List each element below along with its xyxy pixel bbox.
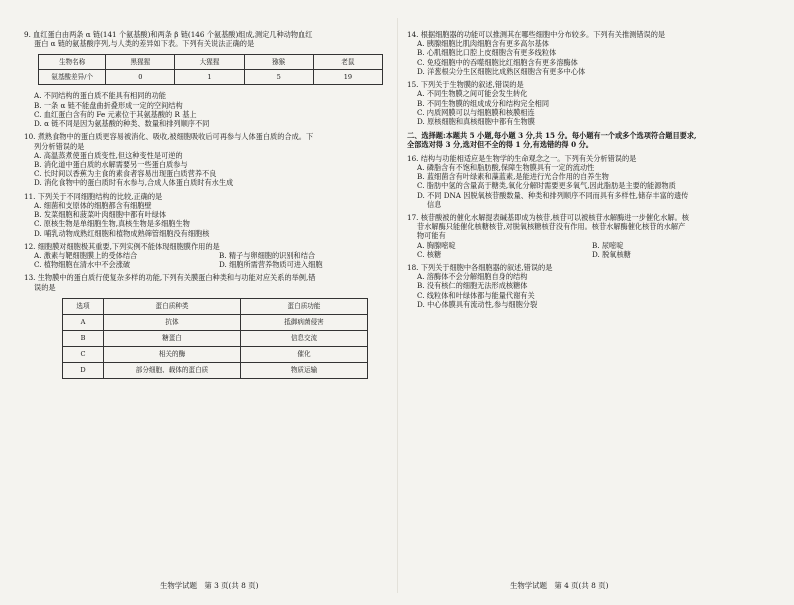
option-a: A. 胸腺嘧啶 bbox=[417, 240, 456, 250]
option-a: A. 不同结构的蛋白质不能具有相同的功能 bbox=[34, 91, 166, 101]
table-cell: 猕猴 bbox=[244, 55, 313, 70]
question-16 bbox=[407, 154, 774, 209]
question-17-stem-cont: 苷水解酶只能催化核糖核苷,对脱氧核糖核苷没有作用。核苷水解酶催化核苷的水解产 bbox=[417, 222, 686, 232]
question-11 bbox=[24, 192, 383, 238]
question-16-stem: 16. 结构与功能相适应是生物学的生命观念之一。下列有关分析错误的是 bbox=[407, 153, 637, 163]
question-10-stem: 10. 煮熟食物中的蛋白质更容易被消化、吸收,被细胞吸收后可再参与人体蛋白质的合成。下 bbox=[24, 132, 314, 142]
option-b: B. 一条 α 链不能盘曲折叠形成一定的空间结构 bbox=[34, 100, 183, 110]
right-page bbox=[397, 0, 794, 605]
option-b: B. 尿嘧啶 bbox=[592, 240, 624, 250]
table-cell: 部分细胞、载体的蛋白质 bbox=[104, 362, 241, 378]
q9-difference-table bbox=[38, 54, 383, 85]
table-header-row bbox=[39, 55, 383, 70]
table-cell: 相关的酶 bbox=[104, 346, 241, 362]
table-cell: 糖蛋白 bbox=[104, 330, 241, 346]
section-two-instructions-cont: 全部选对得 3 分,选对但不全的得 1 分,有选错的得 0 分。 bbox=[407, 140, 593, 150]
option-d-cont: 信息 bbox=[427, 199, 442, 209]
table-cell: 氨基酸差异/个 bbox=[39, 70, 106, 85]
page-footer-left: 生物学试题 第 3 页(共 8 页) bbox=[160, 581, 259, 590]
table-cell: 0 bbox=[106, 70, 175, 85]
question-13-stem: 13. 生物膜中的蛋白质行使复杂多样的功能,下列有关膜蛋白种类和与功能对应关系的举例,错 bbox=[24, 273, 316, 283]
option-c: C. 原核生物是单细胞生物,真核生物是多细胞生物 bbox=[34, 219, 190, 229]
option-c: C. 线粒体和叶绿体都与能量代谢有关 bbox=[417, 290, 535, 300]
table-row bbox=[63, 330, 368, 346]
option-d: D. α 链不同是因为氨基酸的种类、数量和排列顺序不同 bbox=[34, 119, 210, 129]
option-c: C. 免疫细胞中的吞噬细胞比红细胞含有更多溶酶体 bbox=[417, 57, 578, 67]
option-b: B. 发菜细胞和菠菜叶肉细胞中都有叶绿体 bbox=[34, 210, 167, 220]
option-b: B. 精子与卵细胞的识别和结合 bbox=[219, 250, 316, 260]
table-cell: 老鼠 bbox=[313, 55, 382, 70]
option-a: A. 高温蒸煮使蛋白质变性,但这种变性是可逆的 bbox=[34, 150, 183, 160]
option-b: B. 消化道中蛋白质的水解需要另一些蛋白质参与 bbox=[34, 159, 188, 169]
options-row bbox=[417, 241, 774, 250]
question-15 bbox=[407, 80, 774, 126]
question-17-stem: 17. 核苷酸被的催化水解提表碱基即成为核苷,核苷可以被核苷水解酶进一步催化水解。核 bbox=[407, 212, 689, 222]
table-row bbox=[63, 314, 368, 330]
option-c: C. 脂肪中氢的含量高于糖类,氧化分解时需要更多氧气,因此脂肪是主要的能源物质 bbox=[417, 181, 676, 191]
question-17 bbox=[407, 213, 774, 259]
table-cell: 信息交流 bbox=[241, 330, 368, 346]
table-header-row bbox=[63, 298, 368, 314]
option-b: B. 不同生物膜的组成成分和结构完全相同 bbox=[417, 98, 550, 108]
option-d: D. 脱氧核糖 bbox=[592, 249, 631, 259]
option-d: D. 洋葱根尖分生区细胞比成熟区细胞含有更多中心体 bbox=[417, 66, 586, 76]
table-cell: 物质运输 bbox=[241, 362, 368, 378]
question-10-stem-cont: 列分析错误的是 bbox=[34, 141, 85, 151]
options-row bbox=[34, 251, 383, 260]
option-c: C. 血红蛋白含有的 Fe 元素位于其氨基酸的 R 基上 bbox=[34, 109, 197, 119]
table-cell: C bbox=[63, 346, 104, 362]
question-9-stem: 9. 血红蛋白由两条 α 链(141 个氨基酸)和两条 β 链(146 个氨基酸)组成,测定几种动物血红 bbox=[24, 30, 313, 39]
question-12-stem: 12. 细胞膜对细胞极其重要,下列实例不能体现细胞膜作用的是 bbox=[24, 241, 220, 251]
option-b: B. 没有核仁的细胞无法形成核糖体 bbox=[417, 281, 528, 291]
page-footer-right: 生物学试题 第 4 页(共 8 页) bbox=[510, 581, 609, 590]
table-cell: A bbox=[63, 314, 104, 330]
question-9-stem-cont: 蛋白 α 链的氨基酸序列,与人类的差异如下表。下列有关说法正确的是 bbox=[34, 39, 255, 49]
option-d: D. 消化食物中的蛋白质时有水参与,合成人体蛋白质时有水生成 bbox=[34, 178, 234, 188]
table-row bbox=[63, 362, 368, 378]
table-cell: 黑猩猩 bbox=[106, 55, 175, 70]
question-11-stem: 11. 下列关于不同细胞结构的比较,正确的是 bbox=[24, 191, 163, 201]
question-17-stem-cont2: 物可能有 bbox=[417, 231, 446, 241]
option-a: A. 激素与靶细胞膜上的受体结合 bbox=[34, 250, 138, 260]
option-a: A. 磷脂含有不饱和脂肪酸,保障生物膜具有一定的流动性 bbox=[417, 162, 595, 172]
table-cell: 1 bbox=[175, 70, 244, 85]
table-row bbox=[63, 346, 368, 362]
section-two-heading bbox=[407, 131, 774, 149]
table-cell: 19 bbox=[313, 70, 382, 85]
option-a: A. 不同生物膜之间可能会发生转化 bbox=[417, 89, 528, 99]
table-cell: 催化 bbox=[241, 346, 368, 362]
section-two-instructions: 二、选择题:本题共 5 小题,每小题 3 分,共 15 分。每小题有一个或多个选项符合题目要求, bbox=[407, 131, 697, 141]
table-cell: 蛋白质功能 bbox=[241, 298, 368, 314]
option-c: C. 核糖 bbox=[417, 249, 442, 259]
option-b: B. 蓝细菌含有叶绿素和藻蓝素,是能进行光合作用的自养生物 bbox=[417, 172, 609, 182]
option-c: C. 内质网膜可以与细胞膜和核膜相连 bbox=[417, 107, 535, 117]
option-d: D. 原核细胞和真核细胞中都有生物膜 bbox=[417, 116, 535, 126]
table-cell: 抗体 bbox=[104, 314, 241, 330]
table-cell: B bbox=[63, 330, 104, 346]
question-14-stem: 14. 根据细胞器的功能可以推测其在哪些细胞中分布较多。下列有关推测错误的是 bbox=[407, 30, 666, 39]
options-row bbox=[34, 260, 383, 269]
q13-protein-table bbox=[62, 298, 368, 379]
question-15-stem: 15. 下列关于生物膜的叙述,错误的是 bbox=[407, 80, 524, 90]
table-cell: 抵御病菌侵害 bbox=[241, 314, 368, 330]
option-c: C. 长时间以香蕉为主食的素食者容易出现蛋白质营养不良 bbox=[34, 169, 217, 179]
option-d: D. 中心体膜具有流动性,参与细胞分裂 bbox=[417, 299, 538, 309]
question-18-stem: 18. 下列关于细胞中各细胞器的叙述,错误的是 bbox=[407, 263, 553, 273]
option-d: D. 不同 DNA 因脱氧核苷酸数量、种类和排列顺序不同而具有多样性,储存丰富的遗传 bbox=[417, 190, 689, 200]
question-14 bbox=[407, 30, 774, 76]
question-10 bbox=[24, 132, 383, 187]
table-cell: 选项 bbox=[63, 298, 104, 314]
question-13-stem-cont: 误的是 bbox=[34, 282, 56, 292]
question-13 bbox=[24, 273, 383, 378]
question-9 bbox=[24, 30, 383, 128]
option-a: A. 溶酶体不会分解细胞自身的结构 bbox=[417, 272, 528, 282]
question-12 bbox=[24, 242, 383, 270]
question-18 bbox=[407, 263, 774, 309]
option-b: B. 心肌细胞比口腔上皮细胞含有更多线粒体 bbox=[417, 48, 557, 58]
option-d: D. 哺乳动物成熟红细胞和植物成熟筛管细胞没有细胞核 bbox=[34, 228, 210, 238]
table-cell: D bbox=[63, 362, 104, 378]
option-a: A. 胰腺细胞比肌肉细胞含有更多高尔基体 bbox=[417, 39, 549, 49]
table-row bbox=[39, 70, 383, 85]
table-cell: 大猩猩 bbox=[175, 55, 244, 70]
table-cell: 生物名称 bbox=[39, 55, 106, 70]
option-d: D. 细胞所需营养物质可进入细胞 bbox=[219, 260, 323, 270]
options-row bbox=[417, 250, 774, 259]
option-c: C. 植物细胞在清水中不会涨破 bbox=[34, 260, 131, 270]
table-cell: 蛋白质种类 bbox=[104, 298, 241, 314]
table-cell: 5 bbox=[244, 70, 313, 85]
option-a: A. 细菌和支原体的细胞都含有细胞壁 bbox=[34, 200, 152, 210]
